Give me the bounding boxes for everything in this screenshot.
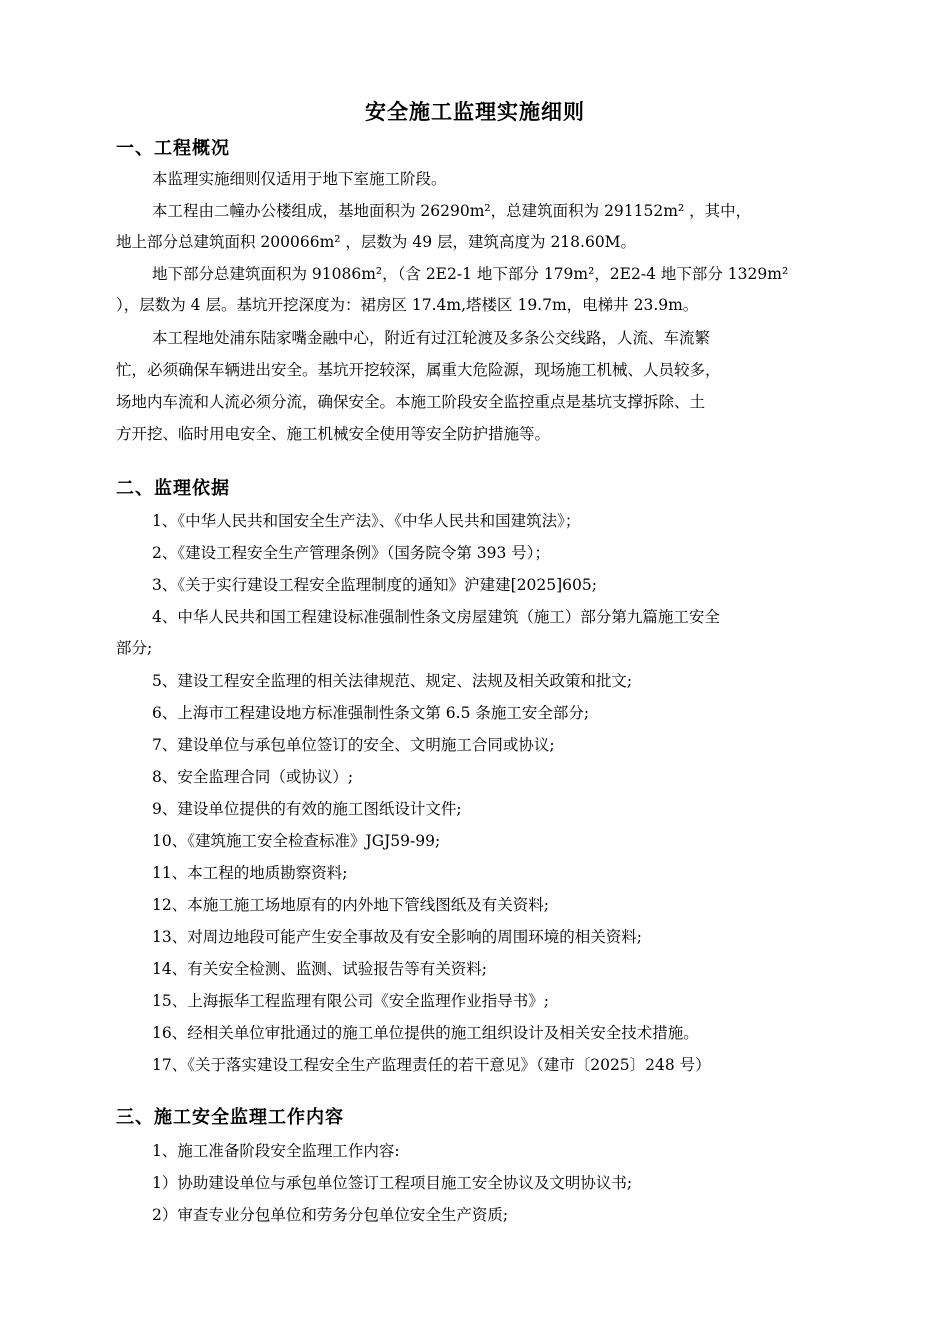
paragraph-scope: 本监理实施细则仅适用于地下室施工阶段。: [152, 170, 447, 188]
paragraph-building-line2: 地上部分总建筑面积 200066m² ，层数为 49 层，建筑高度为 218.60M。: [116, 233, 637, 251]
paragraph-location-line2: 忙，必须确保车辆进出安全。基坑开挖较深，属重大危险源，现场施工机械、人员较多，: [116, 361, 721, 379]
work-item: 1、施工准备阶段安全监理工作内容:: [152, 1142, 400, 1160]
basis-item: 7、建设单位与承包单位签订的安全、文明施工合同或协议;: [152, 736, 555, 754]
basis-item: 15、上海振华工程监理有限公司《安全监理作业指导书》;: [152, 992, 549, 1010]
paragraph-location-line1: 本工程地处浦东陆家嘴金融中心，附近有过江轮渡及多条公交线路，人流、车流繁: [152, 329, 711, 347]
basis-item: 8、安全监理合同（或协议）;: [152, 768, 354, 786]
paragraph-basement-line1: 地下部分总建筑面积为 91086m²，（含 2E2-1 地下部分 179m²，2E2-4 地下部分 1329m²: [152, 265, 789, 283]
document-title: 安全施工监理实施细则: [365, 100, 585, 124]
basis-item: 4、中华人民共和国工程建设标准强制性条文房屋建筑（施工）部分第九篇施工安全: [152, 608, 720, 626]
basis-item: 14、有关安全检测、监测、试验报告等有关资料;: [152, 960, 487, 978]
basis-item: 2、《建设工程安全生产管理条例》（国务院令第 393 号）；: [152, 544, 551, 562]
basis-item: 16、经相关单位审批通过的施工单位提供的施工组织设计及相关安全技术措施。: [152, 1024, 699, 1042]
basis-item: 9、建设单位提供的有效的施工图纸设计文件;: [152, 800, 462, 818]
section-heading-basis: 二、监理依据: [116, 478, 230, 499]
basis-item-continuation: 部分;: [116, 639, 153, 657]
section-heading-work-content: 三、施工安全监理工作内容: [116, 1107, 344, 1128]
basis-item: 17、《关于落实建设工程安全生产监理责任的若干意见》（建市〔2025〕248 号）: [152, 1056, 711, 1074]
section-heading-overview: 一、工程概况: [116, 138, 230, 159]
basis-item: 12、本施工施工场地原有的内外地下管线图纸及有关资料;: [152, 896, 549, 914]
work-item: 2）审查专业分包单位和劳务分包单位安全生产资质;: [152, 1206, 509, 1224]
paragraph-building-line1: 本工程由二幢办公楼组成，基地面积为 26290m²，总建筑面积为 291152m² ，其中，: [152, 202, 752, 220]
basis-item: 13、对周边地段可能产生安全事故及有安全影响的周围环境的相关资料;: [152, 928, 642, 946]
paragraph-location-line4: 方开挖、临时用电安全、施工机械安全使用等安全防护措施等。: [116, 425, 551, 443]
paragraph-basement-line2: ），层数为 4 层。基坑开挖深度为：裙房区 17.4m,塔楼区 19.7m，电梯井 23.9m。: [116, 296, 699, 314]
work-item: 1）协助建设单位与承包单位签订工程项目施工安全协议及文明协议书;: [152, 1174, 633, 1192]
basis-item: 5、建设工程安全监理的相关法律规范、规定、法规及相关政策和批文;: [152, 672, 633, 690]
paragraph-location-line3: 场地内车流和人流必须分流，确保安全。本施工阶段安全监控重点是基坑支撑拆除、土: [116, 393, 706, 411]
basis-item: 6、上海市工程建设地方标准强制性条文第 6.5 条施工安全部分;: [152, 704, 590, 722]
basis-item: 3、《关于实行建设工程安全监理制度的通知》沪建建[2025]605;: [152, 576, 597, 594]
basis-item: 1、《中华人民共和国安全生产法》、《中华人民共和国建筑法》；: [152, 512, 581, 530]
basis-item: 11、本工程的地质勘察资料;: [152, 864, 348, 882]
basis-item: 10、《建筑施工安全检查标准》JGJ59-99;: [152, 832, 441, 850]
